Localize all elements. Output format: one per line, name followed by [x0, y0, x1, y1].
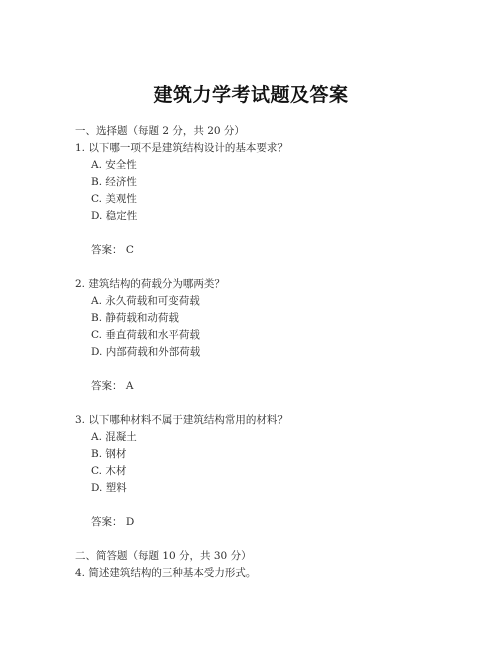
q1-option-b: B. 经济性: [91, 176, 137, 188]
q3-option-c: C. 木材: [91, 465, 127, 477]
q2-option-a: A. 永久荷载和可变荷载: [91, 295, 200, 307]
document-title: 建筑力学考试题及答案: [153, 84, 349, 106]
question-2: 2. 建筑结构的荷载分为哪两类？: [75, 278, 225, 290]
q1-option-d: D. 稳定性: [91, 210, 138, 222]
section-heading-choice: 一、选择题（每题 2 分，共 20 分）: [75, 125, 245, 137]
q1-option-a: A. 安全性: [91, 159, 137, 171]
section-heading-short-answer: 二、简答题（每题 10 分，共 30 分）: [75, 550, 252, 562]
q3-option-a: A. 混凝土: [91, 431, 137, 443]
q3-option-d: D. 塑料: [91, 482, 127, 494]
question-3: 3. 以下哪种材料不属于建筑结构常用的材料？: [75, 414, 288, 426]
question-4: 4. 简述建筑结构的三种基本受力形式。: [75, 567, 257, 579]
q3-option-b: B. 钢材: [91, 448, 127, 460]
q1-option-c: C. 美观性: [91, 193, 137, 205]
q3-answer: 答案： D: [91, 516, 135, 528]
q2-answer: 答案： A: [91, 380, 134, 392]
q2-option-c: C. 垂直荷载和水平荷载: [91, 329, 200, 341]
q2-option-b: B. 静荷载和动荷载: [91, 312, 179, 324]
q1-answer: 答案： C: [91, 244, 134, 256]
question-1: 1. 以下哪一项不是建筑结构设计的基本要求？: [75, 142, 288, 154]
q2-option-d: D. 内部荷载和外部荷载: [91, 346, 201, 358]
